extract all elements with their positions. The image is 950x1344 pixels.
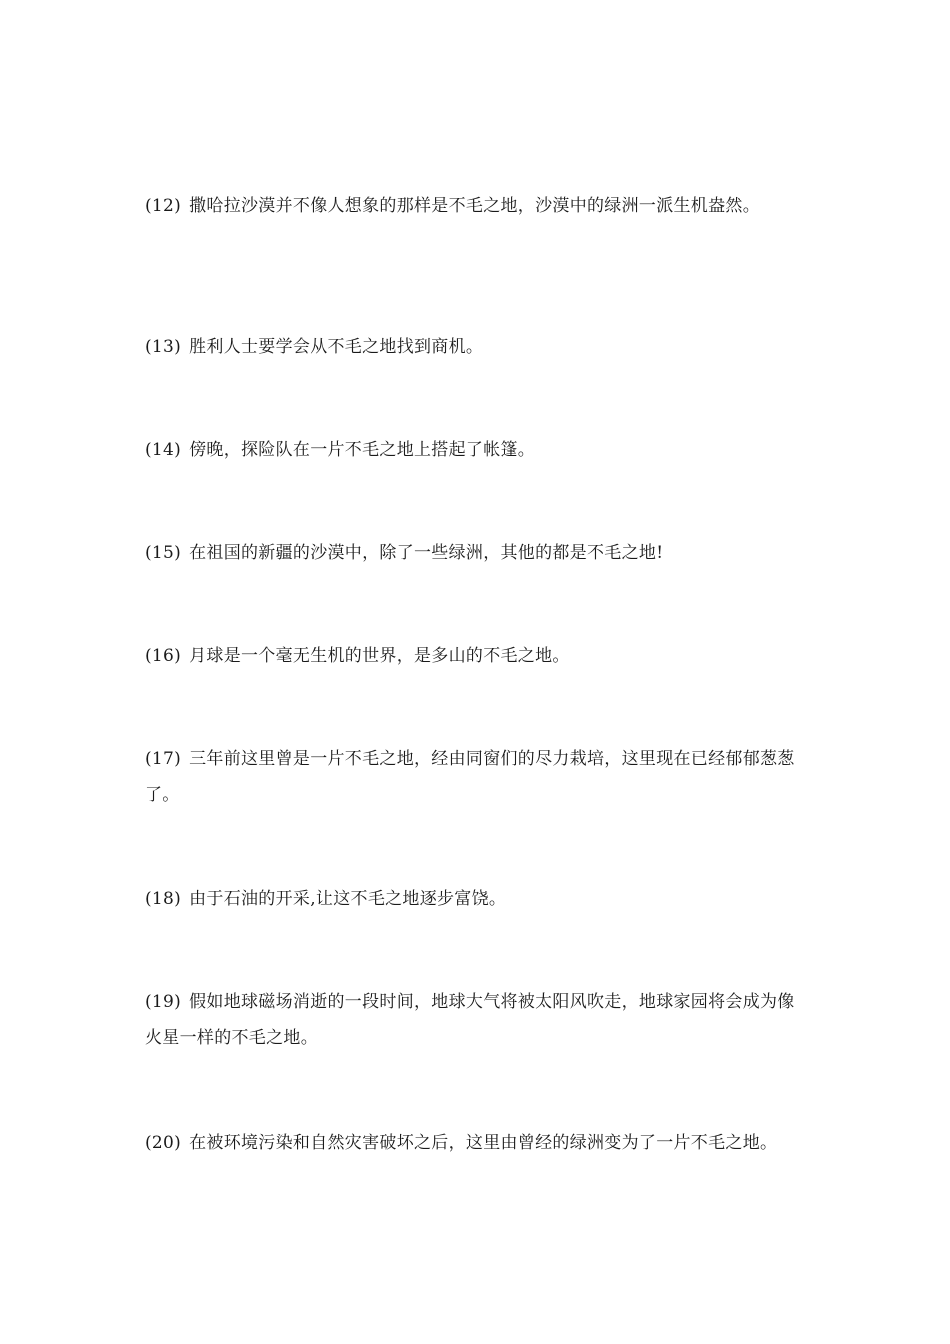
sentence-number: (15): [145, 543, 182, 563]
sentence-text: 在祖国的新疆的沙漠中，除了一些绿洲，其他的都是不毛之地!: [189, 543, 664, 563]
sentence-text: 胜利人士要学会从不毛之地找到商机。: [189, 337, 484, 357]
sentence-19: [145, 984, 805, 1056]
sentence-number: (17): [145, 749, 182, 769]
sentence-text: 月球是一个毫无生机的世界，是多山的不毛之地。: [189, 646, 570, 666]
sentence-13: [145, 329, 805, 365]
sentence-17: [145, 741, 805, 813]
sentence-20: [145, 1125, 805, 1161]
sentence-text: 在被环境污染和自然灾害破坏之后，这里由曾经的绿洲变为了一片不毛之地。: [189, 1133, 778, 1153]
sentence-text: 傍晚，探险队在一片不毛之地上搭起了帐篷。: [189, 440, 536, 460]
sentence-12: [145, 188, 805, 224]
sentence-number: (16): [145, 646, 182, 666]
sentence-text: 三年前这里曾是一片不毛之地，经由同窗们的尽力栽培，这里现在已经郁郁葱葱了。: [145, 749, 795, 805]
sentence-text: 假如地球磁场消逝的一段时间，地球大气将被太阳风吹走，地球家园将会成为像火星一样的不毛之地。: [145, 992, 795, 1048]
sentence-14: [145, 432, 805, 468]
sentence-number: (14): [145, 440, 182, 460]
sentence-number: (18): [145, 889, 182, 909]
sentence-text: 由于石油的开采,让这不毛之地逐步富饶。: [189, 889, 507, 909]
sentence-15: [145, 535, 805, 571]
sentence-number: (13): [145, 337, 182, 357]
sentence-number: (12): [145, 196, 182, 216]
sentence-number: (19): [145, 992, 182, 1012]
sentence-18: [145, 881, 805, 917]
sentence-number: (20): [145, 1133, 182, 1153]
sentence-16: [145, 638, 805, 674]
sentence-text: 撒哈拉沙漠并不像人想象的那样是不毛之地，沙漠中的绿洲一派生机盎然。: [189, 196, 761, 216]
